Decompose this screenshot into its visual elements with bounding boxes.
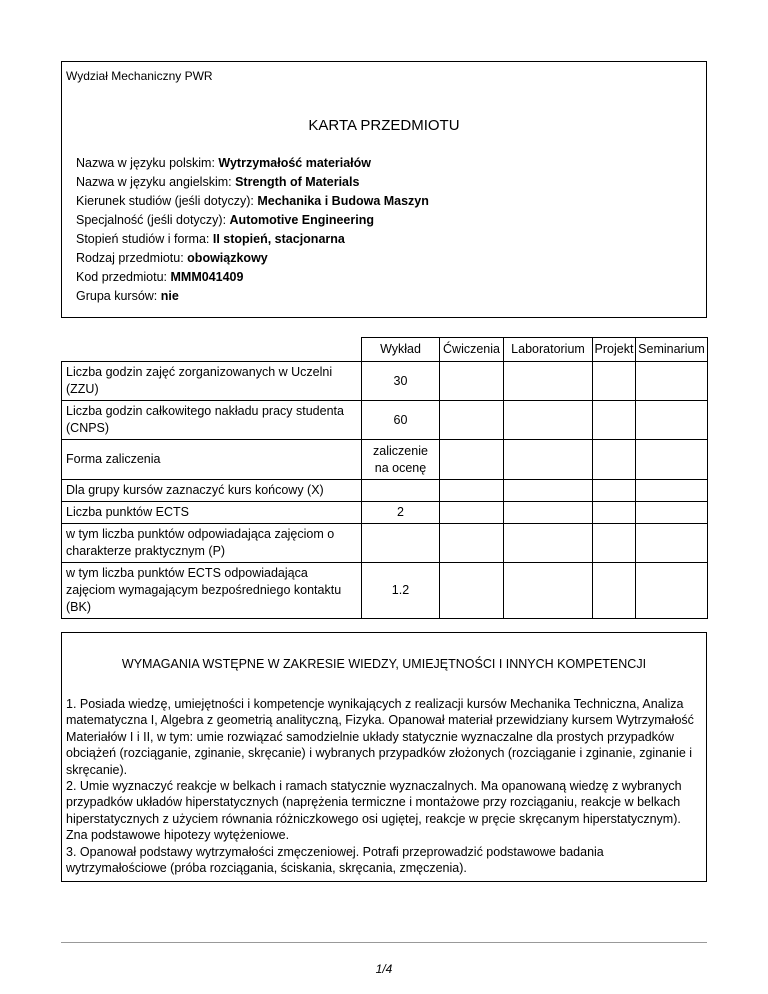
- cell-lecture: zaliczenie na ocenę: [362, 440, 440, 480]
- row-label: Liczba punktów ECTS: [62, 502, 362, 524]
- cell-project: [593, 401, 636, 440]
- cell-laboratory: [504, 563, 593, 619]
- cell-project: [593, 440, 636, 480]
- info-specialty: Specjalność (jeśli dotyczy): Automotive Engineering: [76, 213, 374, 227]
- table-row: [62, 401, 708, 440]
- column-header-exercises: Ćwiczenia: [440, 338, 504, 362]
- cell-exercises: [440, 362, 504, 401]
- info-name-pl: Nazwa w języku polskim: Wytrzymałość materiałów: [76, 156, 372, 170]
- row-label: Liczba godzin zajęć zorganizowanych w Uczelni (ZZU): [62, 362, 362, 401]
- header-empty: [62, 338, 362, 362]
- cell-exercises: [440, 563, 504, 619]
- info-degree-form: Stopień studiów i forma: II stopień, stacjonarna: [76, 232, 345, 246]
- table-row: [62, 480, 708, 502]
- table-row: [62, 440, 708, 480]
- page-number: 1/4: [375, 962, 393, 976]
- cell-lecture: 60: [362, 401, 440, 440]
- row-label: Dla grupy kursów zaznaczyć kurs końcowy (X): [62, 480, 362, 502]
- cell-laboratory: [504, 440, 593, 480]
- info-field-of-study: Kierunek studiów (jeśli dotyczy): Mechanika i Budowa Maszyn: [76, 194, 429, 208]
- cell-seminar: [636, 502, 708, 524]
- hours-table: [61, 337, 708, 619]
- cell-project: [593, 502, 636, 524]
- cell-seminar: [636, 362, 708, 401]
- cell-seminar: [636, 524, 708, 563]
- info-course-type: Rodzaj przedmiotu: obowiązkowy: [76, 251, 268, 265]
- cell-exercises: [440, 524, 504, 563]
- cell-lecture: 30: [362, 362, 440, 401]
- cell-lecture: [362, 524, 440, 563]
- requirement-item: 2. Umie wyznaczyć reakcje w belkach i ramach statycznie wyznaczalnych. Ma opanowaną wiedzę z wybranych przypadków układów hiperstatycznych (naprężenia termiczne i montażowe przy rozciąganiu, reakcje w belkach hiperstatycznych z użyciem równania różniczkowego osi ugiętej, reakcje w pręcie skręcanym hiperstatycznym). Zna podstawowe hipotezy wytężeniowe.: [66, 779, 682, 843]
- document-title: KARTA PRZEDMIOTU: [308, 117, 460, 134]
- column-header-project: Projekt: [593, 338, 636, 362]
- cell-exercises: [440, 401, 504, 440]
- requirements-title: WYMAGANIA WSTĘPNE W ZAKRESIE WIEDZY, UMIEJĘTNOŚCI I INNYCH KOMPETENCJI: [121, 657, 647, 671]
- cell-project: [593, 362, 636, 401]
- requirements-body: [66, 696, 702, 876]
- cell-seminar: [636, 480, 708, 502]
- requirement-item: 1. Posiada wiedzę, umiejętności i kompetencje wynikających z realizacji kursów Mechanika Techniczna, Analiza matematyczna I, Algebra z geometrią analityczną, Fizyka. Opanował materiał przewidziany kursem Wytrzymałość Materiałów I i II, w tym: umie rozwiązać samodzielnie układy statycznie wyznaczalne dla prostych przypadków obciążeń (rozciąganie, zginanie, skręcanie) i wybranych przypadków złożonych (rozciąganie i zginanie, zginanie i skręcanie).: [66, 697, 694, 777]
- cell-seminar: [636, 440, 708, 480]
- cell-project: [593, 524, 636, 563]
- table-header-row: [62, 338, 708, 362]
- row-label: w tym liczba punktów ECTS odpowiadająca zajęciom wymagającym bezpośredniego kontaktu (BK): [62, 563, 362, 619]
- column-header-seminar: Seminarium: [636, 338, 708, 362]
- cell-project: [593, 480, 636, 502]
- table-row: [62, 502, 708, 524]
- column-header-lecture: Wykład: [362, 338, 440, 362]
- cell-laboratory: [504, 524, 593, 563]
- cell-lecture: 2: [362, 502, 440, 524]
- cell-laboratory: [504, 480, 593, 502]
- row-label: Forma zaliczenia: [62, 440, 362, 480]
- table-row: [62, 524, 708, 563]
- cell-laboratory: [504, 401, 593, 440]
- info-course-group: Grupa kursów: nie: [76, 289, 179, 303]
- cell-seminar: [636, 401, 708, 440]
- cell-lecture: 1.2: [362, 563, 440, 619]
- cell-laboratory: [504, 362, 593, 401]
- cell-exercises: [440, 480, 504, 502]
- info-name-en: Nazwa w języku angielskim: Strength of Materials: [76, 175, 360, 189]
- info-course-code: Kod przedmiotu: MMM041409: [76, 270, 244, 284]
- footer-divider: [61, 942, 707, 943]
- faculty-name: Wydział Mechaniczny PWR: [66, 69, 213, 83]
- cell-laboratory: [504, 502, 593, 524]
- table-row: [62, 563, 708, 619]
- cell-exercises: [440, 502, 504, 524]
- table-row: [62, 362, 708, 401]
- cell-exercises: [440, 440, 504, 480]
- cell-lecture: [362, 480, 440, 502]
- cell-project: [593, 563, 636, 619]
- cell-seminar: [636, 563, 708, 619]
- requirement-item: 3. Opanował podstawy wytrzymałości zmęczeniowej. Potrafi przeprowadzić podstawowe badania wytrzymałościowe (próba rozciągania, ściskania, skręcania, zmęczenia).: [66, 844, 604, 876]
- column-header-laboratory: Laboratorium: [504, 338, 593, 362]
- row-label: Liczba godzin całkowitego nakładu pracy studenta (CNPS): [62, 401, 362, 440]
- row-label: w tym liczba punktów odpowiadająca zajęciom o charakterze praktycznym (P): [62, 524, 362, 563]
